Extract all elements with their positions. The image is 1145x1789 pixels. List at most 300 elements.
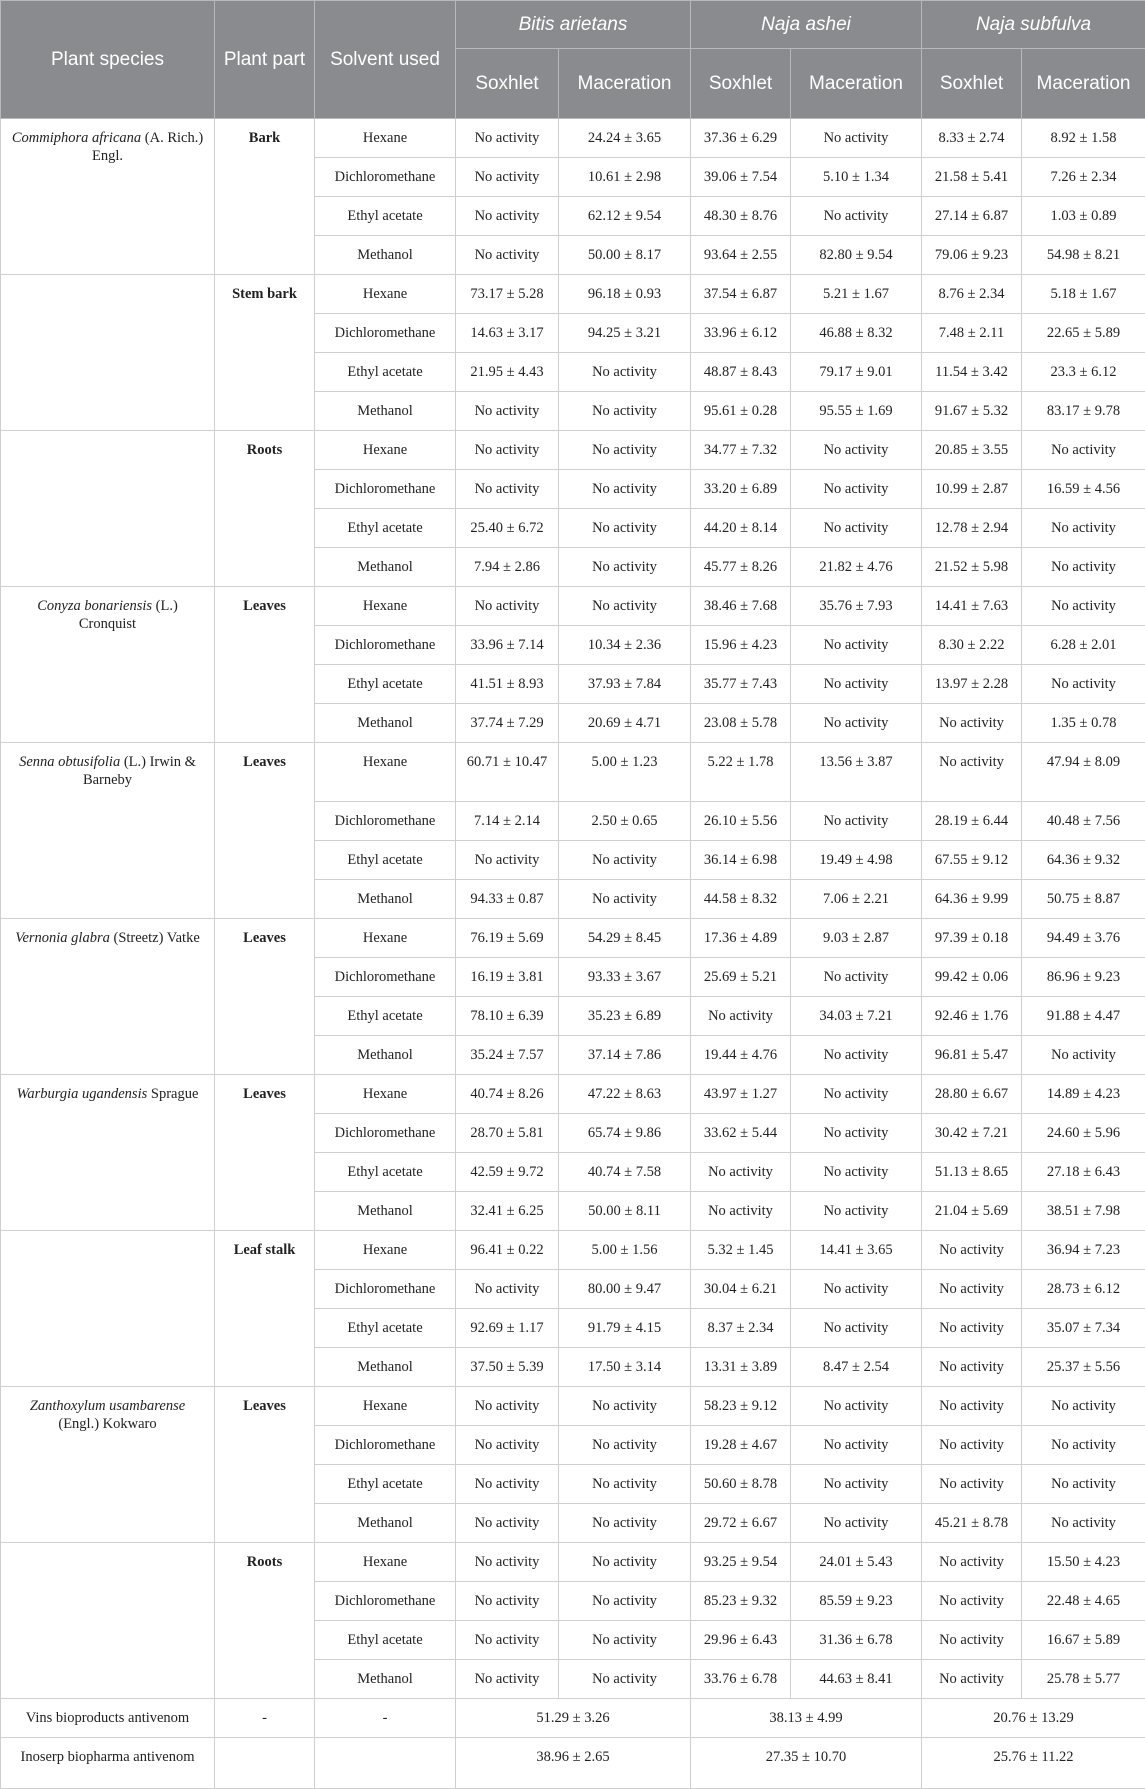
antivenom-value: 38.96 ± 2.65 — [456, 1738, 691, 1789]
value-cell: No activity — [1022, 1036, 1145, 1075]
value-cell: No activity — [922, 1348, 1022, 1387]
value-cell: No activity — [1022, 587, 1145, 626]
value-cell: No activity — [559, 1543, 691, 1582]
value-cell: 83.17 ± 9.78 — [1022, 392, 1145, 431]
plant-species-cell — [1, 431, 215, 587]
value-cell: 11.54 ± 3.42 — [922, 353, 1022, 392]
value-cell: No activity — [791, 1465, 922, 1504]
value-cell: 20.85 ± 3.55 — [922, 431, 1022, 470]
value-cell: 48.30 ± 8.76 — [691, 197, 791, 236]
value-cell: 54.29 ± 8.45 — [559, 919, 691, 958]
plant-species-cell — [1, 1231, 215, 1387]
value-cell: 33.20 ± 6.89 — [691, 470, 791, 509]
value-cell: 13.56 ± 3.87 — [791, 743, 922, 802]
value-cell: 93.64 ± 2.55 — [691, 236, 791, 275]
value-cell: 5.00 ± 1.56 — [559, 1231, 691, 1270]
solvent-cell: Dichloromethane — [315, 626, 456, 665]
antivenom-name: Inoserp biopharma antivenom — [1, 1738, 215, 1789]
value-cell: No activity — [922, 1309, 1022, 1348]
value-cell: 50.60 ± 8.78 — [691, 1465, 791, 1504]
value-cell: No activity — [791, 704, 922, 743]
value-cell: 16.59 ± 4.56 — [1022, 470, 1145, 509]
value-cell: 95.61 ± 0.28 — [691, 392, 791, 431]
value-cell: 47.22 ± 8.63 — [559, 1075, 691, 1114]
value-cell: 94.25 ± 3.21 — [559, 314, 691, 353]
value-cell: 96.18 ± 0.93 — [559, 275, 691, 314]
header-method: Soxhlet — [922, 49, 1022, 119]
value-cell: No activity — [456, 841, 559, 880]
value-cell: No activity — [1022, 1426, 1145, 1465]
value-cell: 94.49 ± 3.76 — [1022, 919, 1145, 958]
value-cell: 43.97 ± 1.27 — [691, 1075, 791, 1114]
header-solvent-used: Solvent used — [315, 1, 456, 119]
value-cell: No activity — [922, 1660, 1022, 1699]
plant-part-cell: Leaves — [215, 1075, 315, 1231]
antivenom-solvent: - — [315, 1699, 456, 1738]
solvent-cell: Ethyl acetate — [315, 197, 456, 236]
value-cell: 91.79 ± 4.15 — [559, 1309, 691, 1348]
value-cell: No activity — [456, 158, 559, 197]
value-cell: 8.30 ± 2.22 — [922, 626, 1022, 665]
header-method: Soxhlet — [456, 49, 559, 119]
value-cell: No activity — [922, 1621, 1022, 1660]
value-cell: No activity — [691, 997, 791, 1036]
value-cell: 27.14 ± 6.87 — [922, 197, 1022, 236]
plant-name: Conyza bonariensis — [37, 598, 152, 614]
header-snake-naja-subfulva: Naja subfulva — [922, 1, 1145, 49]
value-cell: 48.87 ± 8.43 — [691, 353, 791, 392]
plant-part-cell: Bark — [215, 119, 315, 275]
value-cell: 7.06 ± 2.21 — [791, 880, 922, 919]
plant-species-cell — [1, 743, 215, 919]
value-cell: 64.36 ± 9.99 — [922, 880, 1022, 919]
value-cell: 8.92 ± 1.58 — [1022, 119, 1145, 158]
value-cell: 44.20 ± 8.14 — [691, 509, 791, 548]
solvent-cell: Ethyl acetate — [315, 1465, 456, 1504]
value-cell: No activity — [456, 392, 559, 431]
value-cell: 85.59 ± 9.23 — [791, 1582, 922, 1621]
value-cell: No activity — [559, 1426, 691, 1465]
solvent-cell: Dichloromethane — [315, 158, 456, 197]
value-cell: 35.07 ± 7.34 — [1022, 1309, 1145, 1348]
solvent-cell: Hexane — [315, 743, 456, 802]
value-cell: 16.67 ± 5.89 — [1022, 1621, 1145, 1660]
solvent-cell: Ethyl acetate — [315, 509, 456, 548]
value-cell: No activity — [1022, 1387, 1145, 1426]
table-row — [1, 587, 1145, 626]
value-cell: 39.06 ± 7.54 — [691, 158, 791, 197]
value-cell: 76.19 ± 5.69 — [456, 919, 559, 958]
value-cell: 5.18 ± 1.67 — [1022, 275, 1145, 314]
plant-species-cell — [1, 275, 215, 431]
value-cell: 50.00 ± 8.11 — [559, 1192, 691, 1231]
value-cell: 36.94 ± 7.23 — [1022, 1231, 1145, 1270]
solvent-cell: Methanol — [315, 1504, 456, 1543]
value-cell: No activity — [456, 1504, 559, 1543]
value-cell: No activity — [456, 1270, 559, 1309]
value-cell: No activity — [791, 1387, 922, 1426]
value-cell: No activity — [559, 1621, 691, 1660]
solvent-cell: Hexane — [315, 431, 456, 470]
value-cell: 30.42 ± 7.21 — [922, 1114, 1022, 1153]
antivenom-value: 38.13 ± 4.99 — [691, 1699, 922, 1738]
value-cell: 79.06 ± 9.23 — [922, 236, 1022, 275]
value-cell: 92.46 ± 1.76 — [922, 997, 1022, 1036]
value-cell: No activity — [456, 197, 559, 236]
value-cell: 28.80 ± 6.67 — [922, 1075, 1022, 1114]
value-cell: 37.14 ± 7.86 — [559, 1036, 691, 1075]
table-row — [1, 1231, 1145, 1270]
solvent-cell: Hexane — [315, 919, 456, 958]
value-cell: 44.63 ± 8.41 — [791, 1660, 922, 1699]
value-cell: 95.55 ± 1.69 — [791, 392, 922, 431]
value-cell: No activity — [791, 509, 922, 548]
antivenom-part — [215, 1738, 315, 1789]
solvent-cell: Methanol — [315, 880, 456, 919]
plant-species-cell — [1, 587, 215, 743]
value-cell: 7.26 ± 2.34 — [1022, 158, 1145, 197]
value-cell: 92.69 ± 1.17 — [456, 1309, 559, 1348]
antivenom-row — [1, 1738, 1145, 1789]
table-row — [1, 119, 1145, 158]
value-cell: No activity — [922, 1543, 1022, 1582]
solvent-cell: Methanol — [315, 1192, 456, 1231]
value-cell: No activity — [791, 431, 922, 470]
value-cell: No activity — [559, 431, 691, 470]
value-cell: 8.37 ± 2.34 — [691, 1309, 791, 1348]
value-cell: No activity — [791, 665, 922, 704]
value-cell: 40.48 ± 7.56 — [1022, 802, 1145, 841]
value-cell: 97.39 ± 0.18 — [922, 919, 1022, 958]
solvent-cell: Methanol — [315, 1348, 456, 1387]
plant-part-cell: Roots — [215, 431, 315, 587]
value-cell: No activity — [456, 1387, 559, 1426]
value-cell: 8.76 ± 2.34 — [922, 275, 1022, 314]
plant-species-cell — [1, 919, 215, 1075]
value-cell: 5.32 ± 1.45 — [691, 1231, 791, 1270]
value-cell: No activity — [559, 509, 691, 548]
value-cell: No activity — [456, 587, 559, 626]
value-cell: No activity — [791, 1309, 922, 1348]
value-cell: 17.50 ± 3.14 — [559, 1348, 691, 1387]
value-cell: 28.70 ± 5.81 — [456, 1114, 559, 1153]
solvent-cell: Dichloromethane — [315, 470, 456, 509]
value-cell: 38.46 ± 7.68 — [691, 587, 791, 626]
value-cell: 37.93 ± 7.84 — [559, 665, 691, 704]
value-cell: 65.74 ± 9.86 — [559, 1114, 691, 1153]
plant-part-cell: Leaves — [215, 1387, 315, 1543]
value-cell: 23.3 ± 6.12 — [1022, 353, 1145, 392]
solvent-cell: Methanol — [315, 548, 456, 587]
plant-name: Zanthoxylum usambarense — [30, 1398, 185, 1414]
header-snake-bitis-arietans: Bitis arietans — [456, 1, 691, 49]
value-cell: No activity — [559, 1582, 691, 1621]
plant-author: (L.) Cronquist — [79, 598, 178, 632]
plant-author: Sprague — [147, 1086, 198, 1102]
plant-author: (A. Rich.) Engl. — [92, 130, 203, 164]
value-cell: No activity — [791, 470, 922, 509]
plant-species-cell — [1, 119, 215, 275]
value-cell: 67.55 ± 9.12 — [922, 841, 1022, 880]
solvent-cell: Dichloromethane — [315, 1114, 456, 1153]
antivenom-row — [1, 1699, 1145, 1738]
table-row — [1, 743, 1145, 802]
value-cell: 91.88 ± 4.47 — [1022, 997, 1145, 1036]
value-cell: 24.01 ± 5.43 — [791, 1543, 922, 1582]
value-cell: 15.50 ± 4.23 — [1022, 1543, 1145, 1582]
value-cell: 28.73 ± 6.12 — [1022, 1270, 1145, 1309]
value-cell: 99.42 ± 0.06 — [922, 958, 1022, 997]
value-cell: No activity — [791, 1153, 922, 1192]
value-cell: 37.74 ± 7.29 — [456, 704, 559, 743]
value-cell: 13.97 ± 2.28 — [922, 665, 1022, 704]
value-cell: No activity — [791, 626, 922, 665]
antivenom-value: 25.76 ± 11.22 — [922, 1738, 1145, 1789]
value-cell: No activity — [922, 1582, 1022, 1621]
value-cell: No activity — [791, 197, 922, 236]
plant-name: Senna obtusifolia — [19, 754, 120, 770]
value-cell: 32.41 ± 6.25 — [456, 1192, 559, 1231]
value-cell: 2.50 ± 0.65 — [559, 802, 691, 841]
value-cell: No activity — [456, 1543, 559, 1582]
solvent-cell: Methanol — [315, 392, 456, 431]
value-cell: No activity — [559, 880, 691, 919]
solvent-cell: Ethyl acetate — [315, 353, 456, 392]
value-cell: No activity — [791, 1114, 922, 1153]
solvent-cell: Dichloromethane — [315, 1270, 456, 1309]
value-cell: 96.81 ± 5.47 — [922, 1036, 1022, 1075]
value-cell: 10.34 ± 2.36 — [559, 626, 691, 665]
value-cell: No activity — [456, 1582, 559, 1621]
value-cell: 5.00 ± 1.23 — [559, 743, 691, 802]
solvent-cell: Hexane — [315, 1543, 456, 1582]
value-cell: No activity — [791, 1075, 922, 1114]
value-cell: No activity — [559, 548, 691, 587]
value-cell: 10.61 ± 2.98 — [559, 158, 691, 197]
value-cell: 35.24 ± 7.57 — [456, 1036, 559, 1075]
plant-part-cell: Roots — [215, 1543, 315, 1699]
value-cell: 21.52 ± 5.98 — [922, 548, 1022, 587]
value-cell: 80.00 ± 9.47 — [559, 1270, 691, 1309]
value-cell: 79.17 ± 9.01 — [791, 353, 922, 392]
value-cell: 38.51 ± 7.98 — [1022, 1192, 1145, 1231]
antivenom-part: - — [215, 1699, 315, 1738]
value-cell: No activity — [791, 1270, 922, 1309]
plant-species-cell — [1, 1387, 215, 1543]
solvent-cell: Methanol — [315, 236, 456, 275]
value-cell: 26.10 ± 5.56 — [691, 802, 791, 841]
plant-part-cell: Leaf stalk — [215, 1231, 315, 1387]
value-cell: 21.82 ± 4.76 — [791, 548, 922, 587]
value-cell: No activity — [691, 1153, 791, 1192]
value-cell: No activity — [456, 1426, 559, 1465]
value-cell: 44.58 ± 8.32 — [691, 880, 791, 919]
value-cell: 33.96 ± 6.12 — [691, 314, 791, 353]
value-cell: No activity — [456, 1660, 559, 1699]
value-cell: 50.00 ± 8.17 — [559, 236, 691, 275]
value-cell: No activity — [691, 1192, 791, 1231]
value-cell: No activity — [456, 1465, 559, 1504]
value-cell: 34.77 ± 7.32 — [691, 431, 791, 470]
plant-part-cell: Leaves — [215, 743, 315, 919]
value-cell: 17.36 ± 4.89 — [691, 919, 791, 958]
value-cell: 40.74 ± 8.26 — [456, 1075, 559, 1114]
value-cell: 37.50 ± 5.39 — [456, 1348, 559, 1387]
table-row — [1, 919, 1145, 958]
value-cell: 14.41 ± 7.63 — [922, 587, 1022, 626]
value-cell: 24.60 ± 5.96 — [1022, 1114, 1145, 1153]
value-cell: 29.96 ± 6.43 — [691, 1621, 791, 1660]
plant-species-cell — [1, 1543, 215, 1699]
value-cell: 19.49 ± 4.98 — [791, 841, 922, 880]
value-cell: 14.89 ± 4.23 — [1022, 1075, 1145, 1114]
value-cell: No activity — [791, 1426, 922, 1465]
value-cell: 5.22 ± 1.78 — [691, 743, 791, 802]
value-cell: No activity — [922, 1426, 1022, 1465]
antivenom-value: 27.35 ± 10.70 — [691, 1738, 922, 1789]
value-cell: No activity — [559, 392, 691, 431]
value-cell: No activity — [559, 1387, 691, 1426]
value-cell: 1.35 ± 0.78 — [1022, 704, 1145, 743]
header-snake-naja-ashei: Naja ashei — [691, 1, 922, 49]
value-cell: 91.67 ± 5.32 — [922, 392, 1022, 431]
solvent-cell: Hexane — [315, 275, 456, 314]
value-cell: No activity — [559, 1504, 691, 1543]
value-cell: 21.58 ± 5.41 — [922, 158, 1022, 197]
value-cell: 31.36 ± 6.78 — [791, 1621, 922, 1660]
value-cell: No activity — [922, 1231, 1022, 1270]
plant-author: (Streetz) Vatke — [110, 930, 200, 946]
value-cell: No activity — [922, 1270, 1022, 1309]
value-cell: 8.33 ± 2.74 — [922, 119, 1022, 158]
solvent-cell: Dichloromethane — [315, 314, 456, 353]
table-row — [1, 1543, 1145, 1582]
value-cell: 94.33 ± 0.87 — [456, 880, 559, 919]
header-method: Maceration — [791, 49, 922, 119]
table-row — [1, 1387, 1145, 1426]
solvent-cell: Dichloromethane — [315, 1582, 456, 1621]
value-cell: 51.13 ± 8.65 — [922, 1153, 1022, 1192]
value-cell: 15.96 ± 4.23 — [691, 626, 791, 665]
value-cell: 35.76 ± 7.93 — [791, 587, 922, 626]
antivenom-solvent — [315, 1738, 456, 1789]
value-cell: 73.17 ± 5.28 — [456, 275, 559, 314]
value-cell: No activity — [559, 1465, 691, 1504]
value-cell: No activity — [922, 743, 1022, 802]
solvent-cell: Hexane — [315, 1387, 456, 1426]
value-cell: 12.78 ± 2.94 — [922, 509, 1022, 548]
table-row — [1, 1075, 1145, 1114]
header-method: Maceration — [1022, 49, 1145, 119]
value-cell: 33.62 ± 5.44 — [691, 1114, 791, 1153]
value-cell: 25.40 ± 6.72 — [456, 509, 559, 548]
value-cell: 54.98 ± 8.21 — [1022, 236, 1145, 275]
value-cell: 7.94 ± 2.86 — [456, 548, 559, 587]
plant-part-cell: Leaves — [215, 587, 315, 743]
value-cell: No activity — [791, 958, 922, 997]
value-cell: 93.25 ± 9.54 — [691, 1543, 791, 1582]
value-cell: No activity — [1022, 1504, 1145, 1543]
value-cell: 82.80 ± 9.54 — [791, 236, 922, 275]
value-cell: 14.41 ± 3.65 — [791, 1231, 922, 1270]
solvent-cell: Methanol — [315, 704, 456, 743]
value-cell: No activity — [791, 802, 922, 841]
value-cell: 14.63 ± 3.17 — [456, 314, 559, 353]
header-method: Maceration — [559, 49, 691, 119]
value-cell: 86.96 ± 9.23 — [1022, 958, 1145, 997]
plant-part-cell: Leaves — [215, 919, 315, 1075]
value-cell: 25.69 ± 5.21 — [691, 958, 791, 997]
value-cell: 5.10 ± 1.34 — [791, 158, 922, 197]
value-cell: 22.65 ± 5.89 — [1022, 314, 1145, 353]
value-cell: 7.48 ± 2.11 — [922, 314, 1022, 353]
value-cell: No activity — [1022, 431, 1145, 470]
value-cell: No activity — [1022, 1465, 1145, 1504]
value-cell: 41.51 ± 8.93 — [456, 665, 559, 704]
table-row — [1, 431, 1145, 470]
value-cell: 96.41 ± 0.22 — [456, 1231, 559, 1270]
solvent-cell: Methanol — [315, 1660, 456, 1699]
antivenom-value: 20.76 ± 13.29 — [922, 1699, 1145, 1738]
value-cell: 60.71 ± 10.47 — [456, 743, 559, 802]
value-cell: No activity — [922, 1387, 1022, 1426]
value-cell: 42.59 ± 9.72 — [456, 1153, 559, 1192]
value-cell: 19.28 ± 4.67 — [691, 1426, 791, 1465]
value-cell: 19.44 ± 4.76 — [691, 1036, 791, 1075]
value-cell: 27.18 ± 6.43 — [1022, 1153, 1145, 1192]
solvent-cell: Ethyl acetate — [315, 1309, 456, 1348]
value-cell: 8.47 ± 2.54 — [791, 1348, 922, 1387]
value-cell: 20.69 ± 4.71 — [559, 704, 691, 743]
value-cell: 46.88 ± 8.32 — [791, 314, 922, 353]
value-cell: 64.36 ± 9.32 — [1022, 841, 1145, 880]
value-cell: 78.10 ± 6.39 — [456, 997, 559, 1036]
table-row — [1, 275, 1145, 314]
value-cell: 93.33 ± 3.67 — [559, 958, 691, 997]
solvent-cell: Dichloromethane — [315, 1426, 456, 1465]
plant-name: Warburgia ugandensis — [17, 1086, 148, 1102]
value-cell: 1.03 ± 0.89 — [1022, 197, 1145, 236]
value-cell: No activity — [1022, 548, 1145, 587]
value-cell: No activity — [559, 353, 691, 392]
plant-part-cell: Stem bark — [215, 275, 315, 431]
value-cell: No activity — [456, 470, 559, 509]
value-cell: 37.54 ± 6.87 — [691, 275, 791, 314]
antivenom-name: Vins bioproducts antivenom — [1, 1699, 215, 1738]
solvent-cell: Ethyl acetate — [315, 665, 456, 704]
solvent-cell: Dichloromethane — [315, 958, 456, 997]
value-cell: 21.04 ± 5.69 — [922, 1192, 1022, 1231]
value-cell: 23.08 ± 5.78 — [691, 704, 791, 743]
plant-name: Commiphora africana — [12, 130, 141, 146]
value-cell: 25.78 ± 5.77 — [1022, 1660, 1145, 1699]
solvent-cell: Hexane — [315, 1075, 456, 1114]
table-body — [1, 119, 1145, 1789]
value-cell: 33.76 ± 6.78 — [691, 1660, 791, 1699]
value-cell: No activity — [791, 1036, 922, 1075]
value-cell: No activity — [791, 119, 922, 158]
solvent-cell: Ethyl acetate — [315, 1621, 456, 1660]
solvent-cell: Hexane — [315, 587, 456, 626]
value-cell: 37.36 ± 6.29 — [691, 119, 791, 158]
value-cell: No activity — [559, 841, 691, 880]
plant-species-cell — [1, 1075, 215, 1231]
value-cell: 35.23 ± 6.89 — [559, 997, 691, 1036]
value-cell: 9.03 ± 2.87 — [791, 919, 922, 958]
solvent-cell: Hexane — [315, 119, 456, 158]
value-cell: 10.99 ± 2.87 — [922, 470, 1022, 509]
value-cell: No activity — [559, 1660, 691, 1699]
